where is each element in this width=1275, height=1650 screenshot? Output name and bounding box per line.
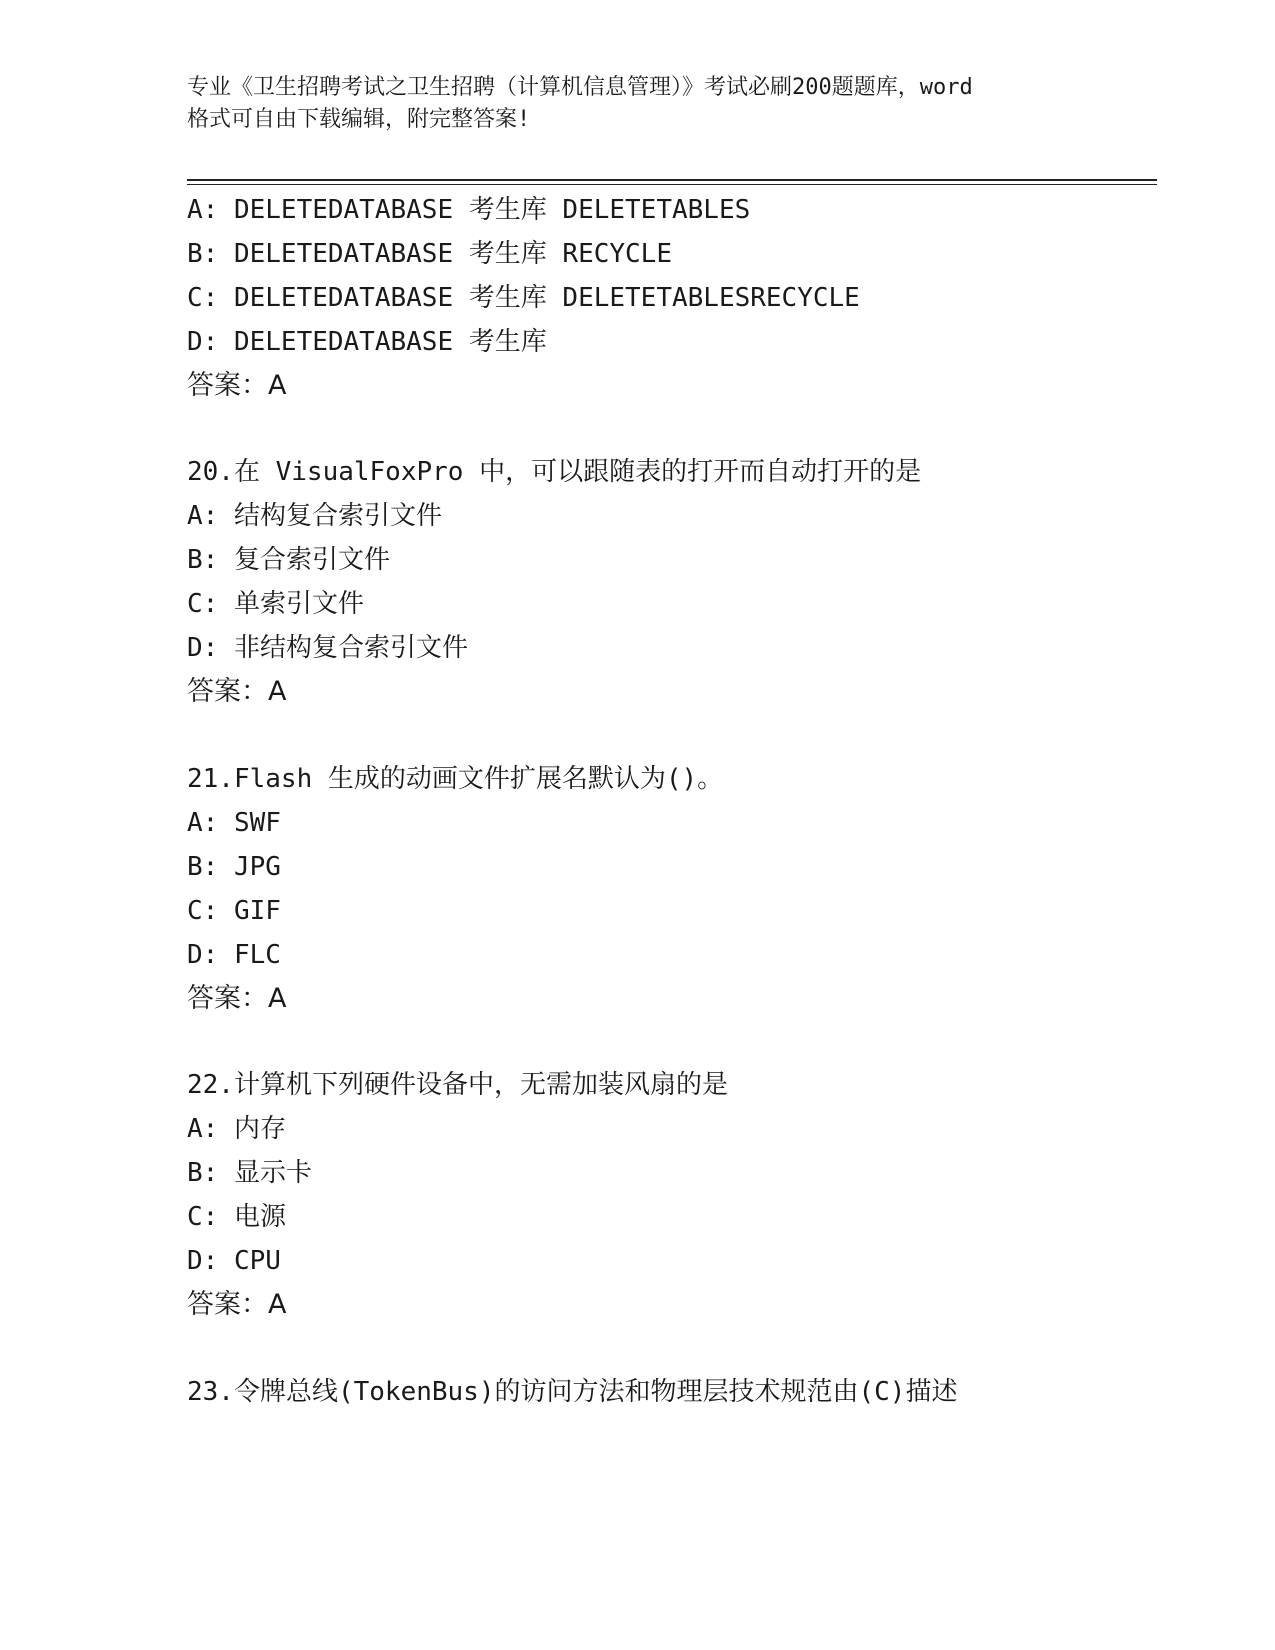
- q21-answer: 答案：A: [187, 983, 287, 1014]
- q20-option-c: C: 单索引文件: [187, 589, 364, 619]
- q19-option-b: B: DELETEDATABASE 考生库 RECYCLE: [187, 239, 672, 269]
- document-header: [187, 72, 1087, 136]
- header-line-2: 格式可自由下载编辑，附完整答案!: [187, 107, 531, 132]
- q21-option-a: A: SWF: [187, 808, 281, 838]
- q20-question: 20.在 VisualFoxPro 中，可以跟随表的打开而自动打开的是: [187, 457, 922, 487]
- q22-option-a: A: 内存: [187, 1114, 286, 1144]
- q21-option-d: D: FLC: [187, 940, 281, 970]
- q19-option-a: A: DELETEDATABASE 考生库 DELETETABLES: [187, 195, 751, 225]
- q22-answer: 答案：A: [187, 1289, 287, 1320]
- header-divider-thick: [187, 179, 1157, 181]
- header-divider-thin: [187, 184, 1157, 185]
- q21-option-b: B: JPG: [187, 852, 281, 882]
- header-line-1: 专业《卫生招聘考试之卫生招聘（计算机信息管理）》考试必刷200题题库，word: [187, 75, 973, 100]
- q20-answer: 答案：A: [187, 676, 287, 707]
- q22-option-d: D: CPU: [187, 1246, 281, 1276]
- q22-question: 22.计算机下列硬件设备中，无需加装风扇的是: [187, 1070, 728, 1100]
- q21-option-c: C: GIF: [187, 896, 281, 926]
- q19-option-d: D: DELETEDATABASE 考生库: [187, 327, 547, 357]
- q19-option-c: C: DELETEDATABASE 考生库 DELETETABLESRECYCLE: [187, 283, 860, 313]
- q20-option-a: A: 结构复合索引文件: [187, 501, 442, 531]
- q19-answer: 答案：A: [187, 370, 287, 401]
- q23-question: 23.令牌总线(TokenBus)的访问方法和物理层技术规范由(C)描述: [187, 1377, 958, 1407]
- q20-option-d: D: 非结构复合索引文件: [187, 633, 468, 663]
- q20-option-b: B: 复合索引文件: [187, 545, 390, 575]
- q22-option-b: B: 显示卡: [187, 1158, 312, 1188]
- q22-option-c: C: 电源: [187, 1202, 286, 1232]
- q21-question: 21.Flash 生成的动画文件扩展名默认为()。: [187, 764, 724, 794]
